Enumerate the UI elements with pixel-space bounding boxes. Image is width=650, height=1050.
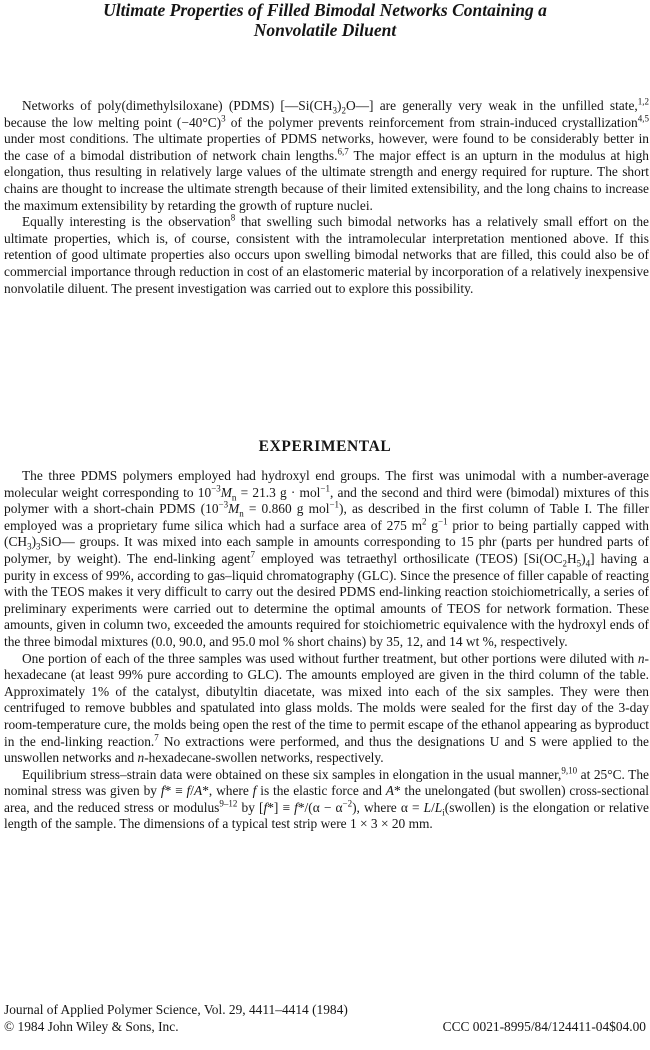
article-title <box>0 0 650 40</box>
page-footer <box>4 1002 646 1035</box>
title-line-1: Ultimate Properties of Filled Bimodal Networks Containing a <box>103 0 547 20</box>
intro-paragraph-2: Equally interesting is the observation$^8$ that swelling such bimodal networks has a relatively small effort on the ultimate properties, which is, of course, consistent with the intramolecular interpretation mentioned above. If this retention of good ultimate properties also occurs upon swelling bimodal networks that are filled, this could also be of commercial importance through reduction in cost of an elastomeric material by incorporation of a relatively inexpensive nonvolatile diluent. The present investigation was carried out to explore this possibility. <box>4 212 649 296</box>
ccc-code: CCC 0021-8995/84/124411-04$04.00 <box>442 1018 646 1034</box>
introduction-section <box>4 98 649 297</box>
experimental-section <box>4 468 649 833</box>
journal-citation: Journal of Applied Polymer Science, Vol. 29, 4411–4414 (1984) <box>4 1002 348 1017</box>
intro-paragraph-1: Networks of poly(dimethylsiloxane) (PDMS) $[—Si(CH_3)_2O—]$ are generally very weak in the unfilled state,$^{1,2}$ because the low melting point $(-40^\circ C)^3$ of the polymer prevents reinforcement from strain-induced crystallization$^{4,5}$ under most conditions. The ultimate properties of PDMS networks, however, were found to be considerably better in the case of a bimodal distribution of network chain lengths.$^{6,7}$ The major effect is an upturn in the modulus at high elongation, thus resulting in relatively large values of the ultimate strength and energy required for rupture. The short chains are thought to increase the ultimate strength because of their limited extensibility, and the long chains to increase the maximum extensibility by retarding the growth of rupture nuclei. <box>4 96 649 213</box>
experimental-paragraph-1: The three PDMS polymers employed had hydroxyl end groups. The first was unimodal with a number-average molecular weight corresponding to $10^{-3}M_n = 21.3$ g · mol$^{-1}$, and the second and third were (bimodal) mixtures of this polymer with a short-chain PDMS ($10^{-3}M_n = 0.860$ g mol$^{-1}$), as described in the first column of Table I. The filler employed was a proprietary fume silica which had a surface area of 275 $m^2$ $g^{-1}$ prior to being partially capped with $(CH_3)_3SiO—$ groups. It was mixed into each sample in amounts corresponding to 15 phr (parts per hundred parts of polymer, by weight). The end-linking agent$^7$ employed was tetraethyl orthosilicate (TEOS) $[Si(OC_2H_5)_4]$ having a purity in excess of 99%, according to gas–liquid chromatography (GLC). Since the presence of filler capable of reacting with the TEOS makes it very difficult to carry out the desired PDMS end-linking reaction stoichiometrically, a series of preliminary experiments were carried out to determine the optimal amounts of TEOS for network formation. These amounts, given in column two, exceeded the amounts required for stoichiometric equivalence with the hydroxyl ends of the three bimodal mixtures (0.0, 90.0, and 95.0 mol % short chains) by 35, 12, and 14 wt %, respectively. <box>4 468 649 649</box>
experimental-paragraph-2: One portion of each of the three samples was used without further treatment, but other portions were diluted with n-hexadecane (at least 99% pure according to GLC). The amounts employed are given in the third column of the table. Approximately 1% of the catalyst, dibutyltin diacetate, was mixed into each of the six samples. They were then centrifuged to remove bubbles and spatulated into glass molds. The molds were sealed for the first day of the 3-day room-temperature cure, the molds being open the rest of the time to permit escape of the ethanol appearing as byproduct in the end-linking reaction.$^7$ No extractions were performed, and thus the designations U and S were applied to the unswollen networks and n-hexadecane-swollen networks, respectively. <box>4 650 650 766</box>
title-line-2: Nonvolatile Diluent <box>253 20 397 40</box>
copyright-notice: © 1984 John Wiley & Sons, Inc. <box>4 1018 179 1034</box>
section-heading-experimental: EXPERIMENTAL <box>258 438 392 455</box>
experimental-paragraph-3: Equilibrium stress–strain data were obtained on these six samples in elongation in the usual manner,$^{9,10}$ at 25°C. The nominal stress was given by f* ≡ f/A*, where f is the elastic force and A* the unelongated (but swollen) cross-sectional area, and the reduced stress or modulus$^{9-12}$ by $[f*] \equiv f*/(\alpha - \alpha^{-2})$, where $\alpha = L/L_i(swollen)$ is the elongation or relative length of the sample. The dimensions of a typical test strip were 1 × 3 × 20 mm. <box>4 765 649 832</box>
